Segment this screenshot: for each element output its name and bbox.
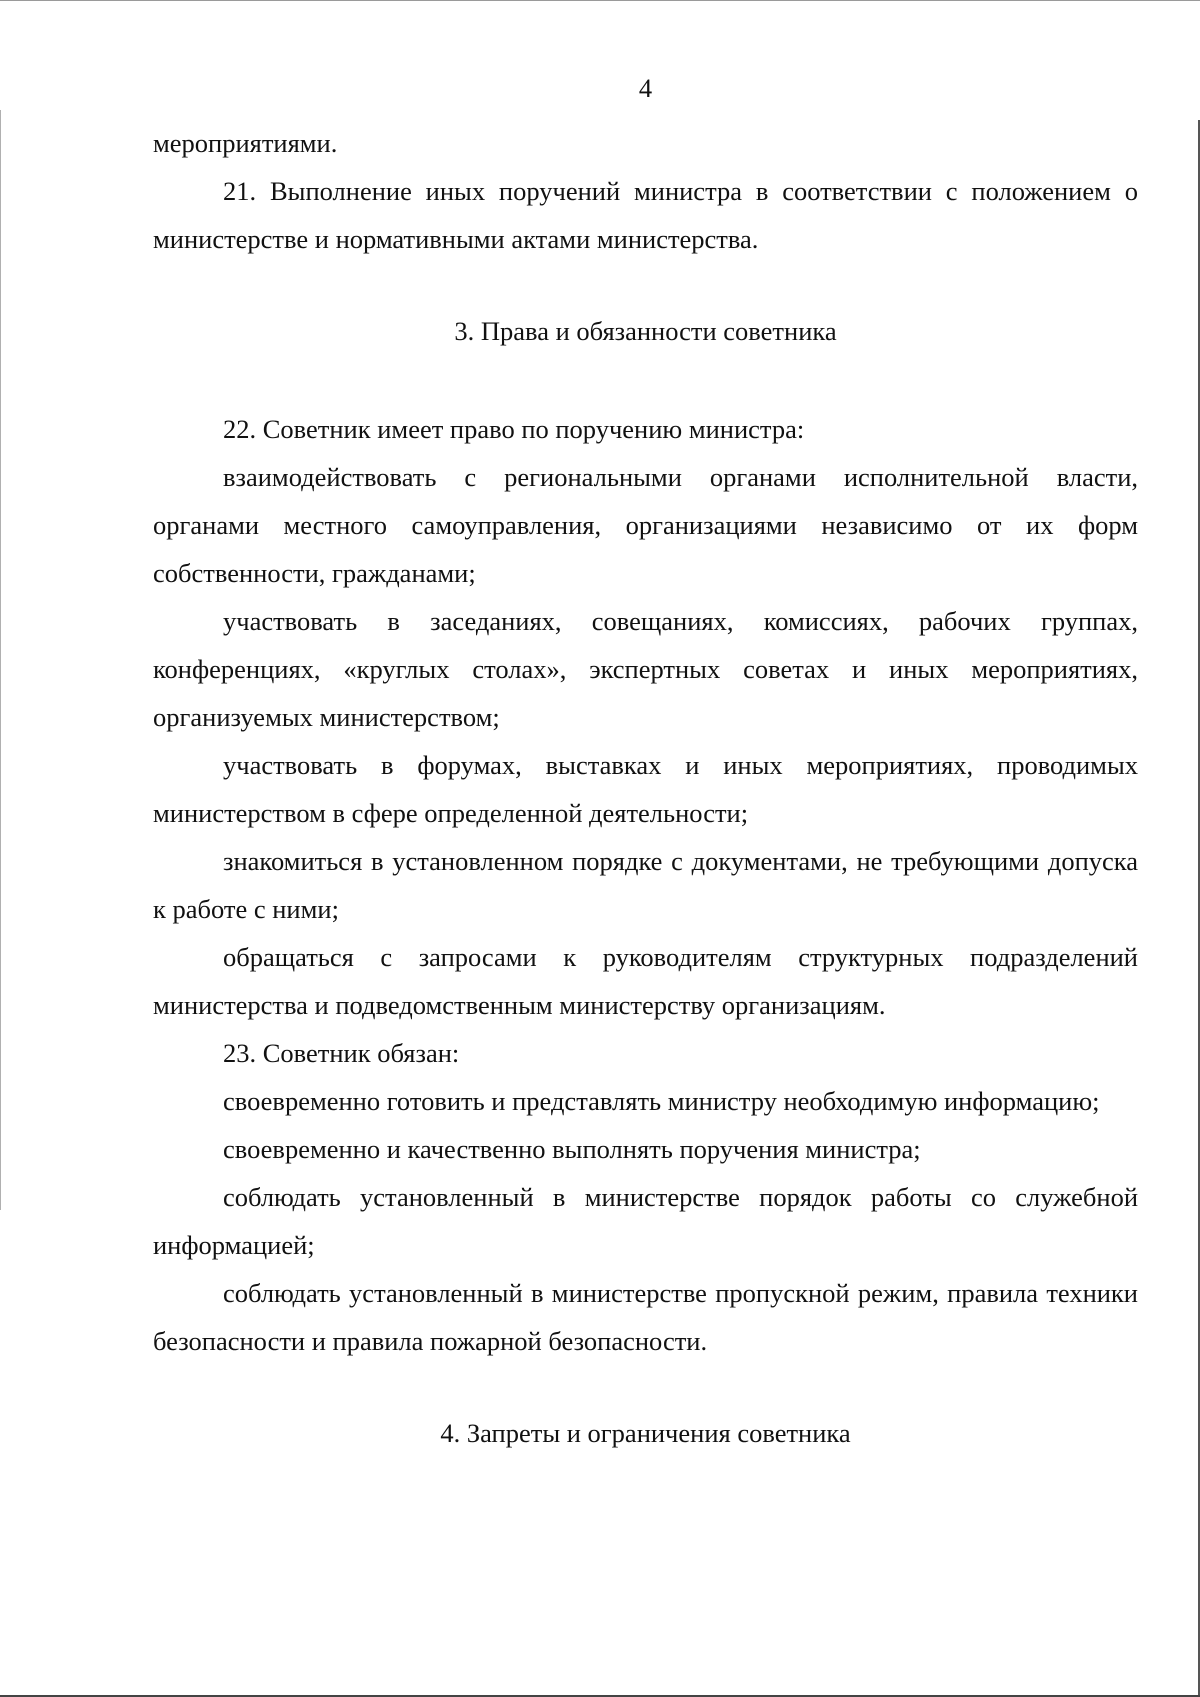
paragraph-right-interact: взаимодействовать с региональными органами исполнительной власти, органами местного самоуправления, организациями независимо от их форм собственности, гражданами; — [153, 462, 1138, 588]
paragraph-right-forums: участвовать в форумах, выставках и иных мероприятиях, проводимых министерством в сфере определенной деятельности; — [153, 750, 1138, 828]
paragraph-continuation: мероприятиями. — [153, 128, 338, 158]
paragraph-right-requests: обращаться с запросами к руководителям структурных подразделений министерства и подведомственным министерству организациям. — [153, 942, 1138, 1020]
scan-edge-left — [0, 110, 1, 1210]
paragraph-duty-orders: своевременно и качественно выполнять поручения министра; — [223, 1134, 921, 1164]
paragraph-right-documents: знакомиться в установленном порядке с документами, не требующими допуска к работе с ними; — [153, 846, 1138, 924]
scan-edge-top — [0, 0, 1200, 1]
paragraph-item-21: 21. Выполнение иных поручений министра в соответствии с положением о министерстве и нормативными актами министерства. — [153, 176, 1138, 254]
paragraph-item-23: 23. Советник обязан: — [223, 1038, 460, 1068]
section-heading-3: 3. Права и обязанности советника — [454, 316, 837, 346]
paragraph-duty-safety: соблюдать установленный в министерстве пропускной режим, правила техники безопасности и правила пожарной безопасности. — [153, 1278, 1138, 1356]
page-number: 4 — [638, 73, 653, 103]
document-page — [153, 70, 1138, 1457]
paragraph-item-22: 22. Советник имеет право по поручению министра: — [223, 414, 805, 444]
paragraph-right-meetings: участвовать в заседаниях, совещаниях, комиссиях, рабочих группах, конференциях, «круглых столах», экспертных советах и иных мероприятиях, организуемых министерством; — [153, 606, 1138, 732]
paragraph-duty-inform: своевременно готовить и представлять министру необходимую информацию; — [223, 1086, 1100, 1116]
section-heading-4: 4. Запреты и ограничения советника — [440, 1418, 851, 1448]
paragraph-duty-service-info: соблюдать установленный в министерстве порядок работы со служебной информацией; — [153, 1182, 1138, 1260]
